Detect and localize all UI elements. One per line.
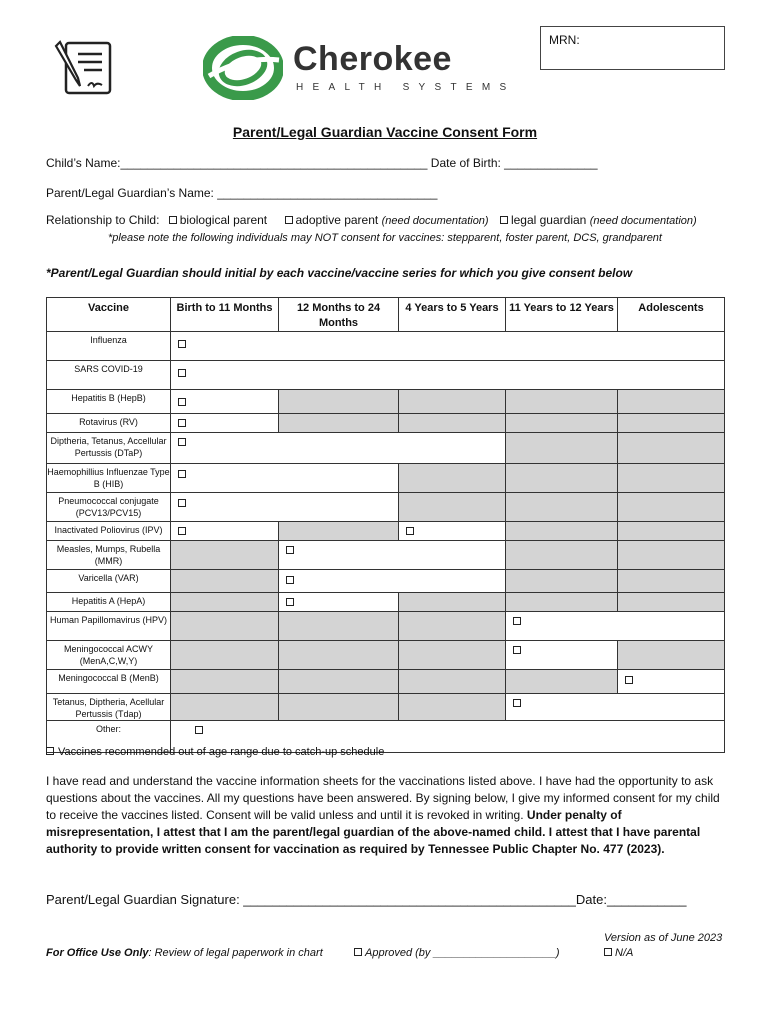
consent-restriction-note: *please note the following individuals may NOT consent for vaccines: stepparent, foster parent, DCS, grandparent — [108, 232, 662, 244]
vaccine-name: Rotavirus (RV) — [47, 414, 171, 433]
vaccine-name: Tetanus, Diptheria, Acellular Pertussis (Tdap) — [47, 694, 171, 721]
consent-cell[interactable] — [279, 570, 506, 593]
na-cell — [618, 593, 725, 612]
na-cell — [279, 670, 399, 694]
na-cell — [399, 464, 506, 493]
na-cell — [506, 570, 618, 593]
na-cell — [171, 570, 279, 593]
mrn-field[interactable] — [540, 26, 725, 70]
header-11-12-years: 11 Years to 12 Years — [506, 298, 618, 332]
table-row — [47, 612, 725, 641]
consent-checkbox[interactable] — [286, 598, 294, 606]
adoptive-checkbox[interactable] — [285, 216, 293, 224]
table-row — [47, 361, 725, 390]
logo-name: Cherokee — [293, 40, 452, 78]
na-checkbox[interactable] — [604, 948, 612, 956]
consent-checkbox[interactable] — [286, 576, 294, 584]
na-cell — [171, 670, 279, 694]
consent-checkbox[interactable] — [178, 369, 186, 377]
consent-cell[interactable] — [171, 390, 279, 414]
consent-statement-text: I have read and understand the vaccine information sheets for the vaccinations listed above. I have had the opportunity to ask questions about the vaccines. All my questions have been answered. By signing below, I give my informed consent for my child to receive the vaccines listed. Consent will be valid unless and until it is revoked in writing. — [46, 774, 720, 822]
na-cell — [171, 612, 279, 641]
na-cell — [618, 493, 725, 522]
na-cell — [399, 612, 506, 641]
signature-field[interactable]: Parent/Legal Guardian Signature: ______________________________________________Date:___________ — [46, 892, 687, 907]
na-cell — [171, 694, 279, 721]
child-name-field[interactable]: Child’s Name:______________________________________________ Date of Birth: ______________ — [46, 156, 598, 170]
vaccine-name: Diptheria, Tetanus, Accellular Pertussis (DTaP) — [47, 433, 171, 464]
header-birth-11-months: Birth to 11 Months — [171, 298, 279, 332]
na-cell — [279, 694, 399, 721]
table-row — [47, 570, 725, 593]
consent-checkbox[interactable] — [178, 499, 186, 507]
consent-cell[interactable] — [618, 670, 725, 694]
approved-checkbox[interactable] — [354, 948, 362, 956]
consent-checkbox[interactable] — [178, 340, 186, 348]
table-row — [47, 390, 725, 414]
table-row — [47, 493, 725, 522]
vaccine-name: Other: — [47, 721, 171, 753]
vaccine-name: Haemophillius Influenzae Type B (HIB) — [47, 464, 171, 493]
na-cell — [618, 522, 725, 541]
na-cell — [618, 464, 725, 493]
approved-row — [354, 947, 560, 959]
na-cell — [399, 414, 506, 433]
header-adolescents: Adolescents — [618, 298, 725, 332]
consent-statement — [46, 773, 726, 858]
vaccine-name: Human Papillomavirus (HPV) — [47, 612, 171, 641]
na-row — [604, 946, 722, 961]
na-cell — [618, 414, 725, 433]
header-12-24-months: 12 Months to 24 Months — [279, 298, 399, 332]
na-cell — [506, 414, 618, 433]
logo-tagline: HEALTH SYSTEMS — [296, 82, 516, 93]
catch-up-checkbox[interactable] — [46, 747, 54, 755]
na-cell — [279, 522, 399, 541]
catch-up-row — [46, 746, 384, 758]
consent-checkbox[interactable] — [286, 546, 294, 554]
na-cell — [506, 464, 618, 493]
consent-checkbox[interactable] — [178, 419, 186, 427]
consent-checkbox[interactable] — [513, 617, 521, 625]
table-row — [47, 694, 725, 721]
na-cell — [399, 694, 506, 721]
version-block — [604, 931, 722, 961]
consent-checkbox[interactable] — [513, 699, 521, 707]
consent-checkbox[interactable] — [178, 398, 186, 406]
table-row — [47, 414, 725, 433]
na-cell — [618, 390, 725, 414]
table-row — [47, 433, 725, 464]
table-row — [47, 670, 725, 694]
consent-checkbox[interactable] — [406, 527, 414, 535]
na-cell — [506, 670, 618, 694]
na-cell — [618, 541, 725, 570]
office-use-text: : Review of legal paperwork in chart — [148, 947, 323, 959]
legal-guardian-label: legal guardian — [510, 213, 587, 227]
consent-checkbox[interactable] — [178, 527, 186, 535]
vaccine-name: SARS COVID-19 — [47, 361, 171, 390]
na-cell — [399, 593, 506, 612]
na-cell — [279, 390, 399, 414]
initial-instruction: *Parent/Legal Guardian should initial by each vaccine/vaccine series for which you give consent below — [46, 266, 633, 280]
table-row — [47, 541, 725, 570]
na-cell — [171, 641, 279, 670]
form-title: Parent/Legal Guardian Vaccine Consent Form — [232, 124, 538, 140]
relationship-row — [46, 213, 697, 227]
adoptive-note: (need documentation) — [381, 215, 489, 227]
na-cell — [506, 541, 618, 570]
consent-checkbox[interactable] — [178, 470, 186, 478]
na-cell — [279, 641, 399, 670]
consent-cell[interactable] — [171, 414, 279, 433]
na-cell — [279, 612, 399, 641]
consent-cell[interactable] — [171, 464, 399, 493]
biological-checkbox[interactable] — [169, 216, 177, 224]
catch-up-label: Vaccines recommended out of age range due to catch-up schedule — [58, 746, 385, 758]
na-cell — [279, 414, 399, 433]
consent-cell[interactable] — [279, 593, 399, 612]
na-cell — [399, 641, 506, 670]
vaccine-name: Inactivated Poliovirus (IPV) — [47, 522, 171, 541]
consent-cell[interactable] — [171, 433, 506, 464]
na-cell — [506, 593, 618, 612]
na-cell — [618, 641, 725, 670]
consent-cell[interactable] — [171, 332, 725, 361]
cherokee-logo-icon — [203, 36, 283, 100]
vaccine-name: Meningococcal ACWY (MenA,C,W,Y) — [47, 641, 171, 670]
vaccine-name: Hepatitis B (HepB) — [47, 390, 171, 414]
na-cell — [506, 493, 618, 522]
relationship-label: Relationship to Child: — [46, 213, 160, 227]
na-cell — [171, 541, 279, 570]
na-cell — [399, 390, 506, 414]
header-vaccine: Vaccine — [47, 298, 171, 332]
legal-guardian-note: (need documentation) — [589, 215, 697, 227]
office-use-label: For Office Use Only — [46, 947, 149, 959]
vaccine-name: Pneumococcal conjugate (PCV13/PCV15) — [47, 493, 171, 522]
version-text: Version as of June 2023 — [604, 932, 723, 944]
na-cell — [399, 493, 506, 522]
table-row — [47, 332, 725, 361]
consent-checkbox[interactable] — [195, 726, 203, 734]
biological-label: biological parent — [179, 213, 268, 227]
na-cell — [506, 522, 618, 541]
consent-checkbox[interactable] — [178, 438, 186, 446]
header-4-5-years: 4 Years to 5 Years — [399, 298, 506, 332]
vaccine-name: Measles, Mumps, Rubella (MMR) — [47, 541, 171, 570]
na-cell — [506, 390, 618, 414]
table-row — [47, 641, 725, 670]
vaccine-consent-table — [46, 297, 725, 753]
consent-checkbox[interactable] — [625, 676, 633, 684]
consent-cell[interactable] — [506, 641, 618, 670]
na-cell — [506, 433, 618, 464]
guardian-name-field[interactable]: Parent/Legal Guardian’s Name: _________________________________ — [46, 186, 438, 200]
na-cell — [618, 570, 725, 593]
table-row — [47, 522, 725, 541]
consent-cell[interactable] — [399, 522, 506, 541]
form-document-icon — [54, 40, 114, 96]
consent-cell[interactable] — [506, 612, 725, 641]
vaccine-name: Influenza — [47, 332, 171, 361]
approved-label: Approved (by ____________________) — [365, 947, 560, 959]
consent-cell[interactable] — [171, 493, 399, 522]
legal-guardian-checkbox[interactable] — [500, 216, 508, 224]
adoptive-label: adoptive parent — [295, 213, 379, 227]
vaccine-name: Hepatitis A (HepA) — [47, 593, 171, 612]
consent-cell[interactable] — [506, 694, 725, 721]
consent-cell[interactable] — [171, 522, 279, 541]
attestation-text: Under penalty of misrepresentation, I attest that I am the parent/legal guardian of the above-named child. I attest that I have parental authority to provide written consent for vaccination as required by Tennessee Public Chapter No. 477 (2023). — [46, 808, 701, 856]
na-label: N/A — [615, 947, 634, 959]
consent-checkbox[interactable] — [513, 646, 521, 654]
na-cell — [399, 670, 506, 694]
vaccine-name: Meningococcal B (MenB) — [47, 670, 171, 694]
table-row — [47, 464, 725, 493]
na-cell — [618, 433, 725, 464]
table-row — [47, 593, 725, 612]
na-cell — [171, 593, 279, 612]
consent-cell[interactable] — [171, 361, 725, 390]
office-use-line — [46, 947, 323, 959]
vaccine-name: Varicella (VAR) — [47, 570, 171, 593]
table-header-row — [47, 298, 725, 332]
mrn-label: MRN: — [549, 33, 580, 47]
consent-cell[interactable] — [279, 541, 506, 570]
